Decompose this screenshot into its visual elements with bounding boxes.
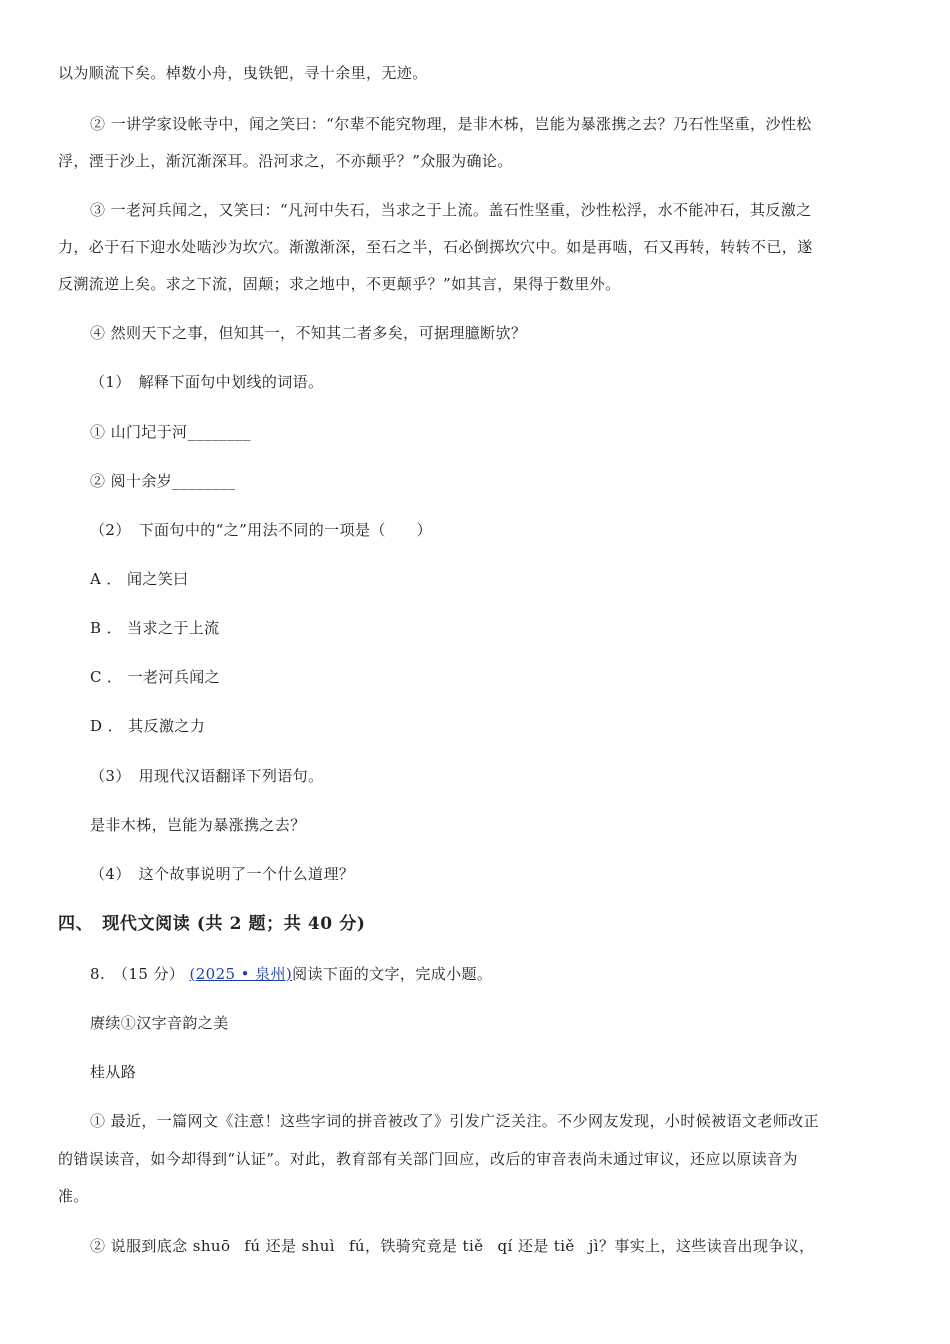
passage-paragraph-2-line-2: 浮，湮于沙上，渐沉渐深耳。沿河求之，不亦颠乎？”众服为确论。 — [58, 152, 513, 170]
passage-paragraph-4: ④ 然则天下之事，但知其一，不知其二者多矣，可据理臆断欤？ — [90, 324, 527, 342]
question-3-sentence: 是非木柹，岂能为暴涨携之去？ — [90, 816, 306, 834]
question-8-header — [90, 963, 492, 985]
article-paragraph-2-line-1 — [90, 1235, 815, 1257]
question-1-item-b-text: ② 阅十余岁 — [90, 472, 173, 490]
article-paragraph-1-line-2: 的错误读音，如今却得到“认证”。对此，教育部有关部门回应，改后的审音表尚未通过审议，还应以原读音为 — [58, 1150, 798, 1168]
question-1-prompt: （1） 解释下面句中划线的词语。 — [90, 373, 324, 391]
question-4-prompt: （4） 这个故事说明了一个什么道理？ — [90, 865, 355, 883]
answer-blank[interactable]: ________ — [172, 472, 236, 490]
article-author: 桂从路 — [90, 1063, 137, 1081]
option-b[interactable]: B ． 当求之于上流 — [90, 619, 220, 637]
option-a[interactable]: A ． 闻之笑曰 — [90, 570, 189, 588]
question-2-prompt: （2） 下面句中的“之”用法不同的一项是（ ） — [90, 521, 432, 539]
passage-paragraph-3-line-2: 力，必于石下迎水处啮沙为坎穴。渐激渐深，至石之半，石必倒掷坎穴中。如是再啮，石又再转，转转不已，遂 — [58, 238, 813, 256]
passage-paragraph-1-tail: 以为顺流下矣。棹数小舟，曳铁钯，寻十余里，无迹。 — [58, 64, 428, 82]
text-segment: qí 还是 tiě — [497, 1237, 575, 1255]
option-d[interactable]: D ． 其反激之力 — [90, 717, 206, 735]
section-heading: 四、 现代文阅读 (共 2 题；共 40 分) — [58, 914, 366, 934]
question-1-item-a-text: ① 山门圮于河 — [90, 423, 188, 441]
question-3-prompt: （3） 用现代汉语翻译下列语句。 — [90, 767, 324, 785]
text-segment: jì？事实上，这些读音出现争议， — [588, 1237, 815, 1255]
question-8-number: 8. （15 分） — [90, 965, 185, 983]
passage-paragraph-3-line-1: ③ 一老河兵闻之，又笑曰：“凡河中失石，当求之于上流。盖石性坚重，沙性松浮，水不能冲石，其反激之 — [90, 201, 812, 219]
question-1-item-a — [90, 421, 251, 443]
article-paragraph-1-line-3: 准。 — [58, 1187, 89, 1205]
text-segment: ② 说服到底念 shuō — [90, 1237, 231, 1255]
text-segment: fú 还是 shuì — [244, 1237, 335, 1255]
passage-paragraph-3-line-3: 反溯流逆上矣。求之下流，固颠；求之地中，不更颠乎？”如其言，果得于数里外。 — [58, 275, 621, 293]
source-link[interactable]: (2025 • 泉州) — [189, 965, 293, 983]
option-c[interactable]: C ． 一老河兵闻之 — [90, 668, 221, 686]
question-1-item-b — [90, 470, 235, 492]
passage-paragraph-2-line-1: ② 一讲学家设帐寺中，闻之笑曰：“尔辈不能究物理，是非木柹，岂能为暴涨携之去？乃石性坚重，沙性松 — [90, 115, 812, 133]
article-title: 赓续①汉字音韵之美 — [90, 1014, 229, 1032]
answer-blank[interactable]: ________ — [187, 423, 251, 441]
article-paragraph-1-line-1: ① 最近，一篇网文《注意！这些字词的拼音被改了》引发广泛关注。不少网友发现，小时候被语文老师改正 — [90, 1112, 819, 1130]
text-segment: fú，铁骑究竟是 tiě — [348, 1237, 484, 1255]
question-8-instruction: 阅读下面的文字，完成小题。 — [292, 965, 493, 983]
